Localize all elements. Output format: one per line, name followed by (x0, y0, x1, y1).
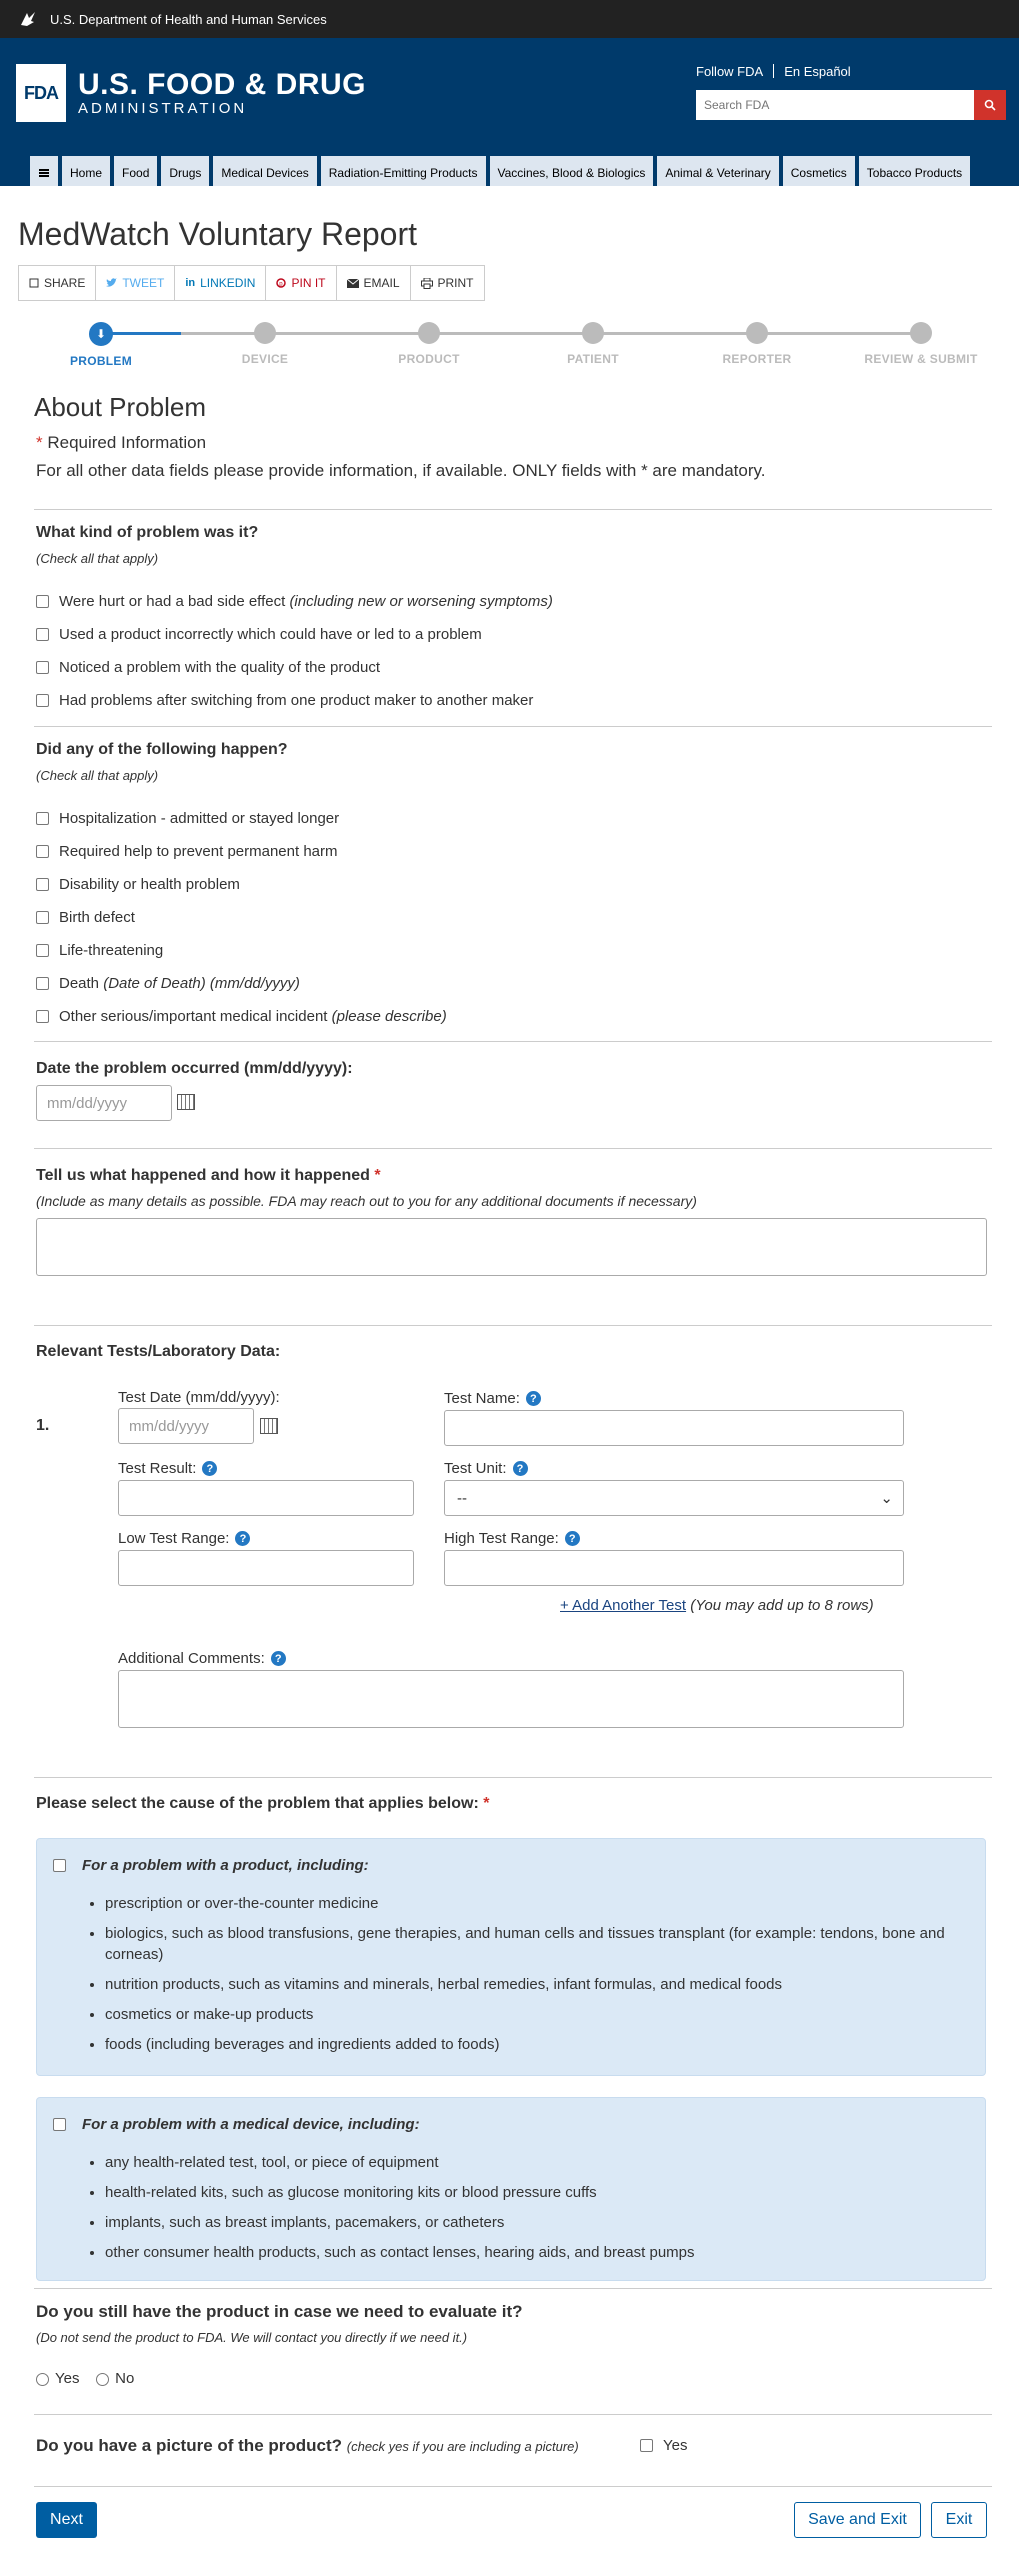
search-button[interactable] (974, 90, 1006, 120)
divider (34, 2288, 992, 2289)
chevron-down-icon: ⌄ (880, 1490, 893, 1507)
device-cause-title-text: For a problem with a medical device, including: (82, 2116, 420, 2133)
linkedin-button[interactable] (175, 266, 266, 300)
add-another-test-link[interactable]: + Add Another Test (560, 1597, 687, 1614)
happened-hint: (Check all that apply) (36, 768, 159, 783)
exit-button[interactable]: Exit (931, 2502, 987, 2538)
step-label: REPORTER (722, 352, 792, 366)
test-date-label (118, 1389, 280, 1406)
main-nav (30, 156, 970, 186)
low-range-text: Low Test Range: (118, 1530, 230, 1547)
checkbox-label: Required help to prevent permanent harm (59, 843, 338, 860)
add-test-note: (You may add up to 8 rows) (690, 1597, 874, 1614)
checkbox-note: (please describe) (331, 1008, 447, 1025)
print-label: PRINT (437, 276, 474, 290)
help-icon[interactable]: ? (235, 1531, 250, 1546)
save-exit-button[interactable]: Save and Exit (794, 2502, 921, 2538)
picture-question-text: Do you have a picture of the product? (36, 2436, 343, 2455)
cause-question-text: Please select the cause of the problem that applies below: (36, 1795, 479, 1812)
device-cause-list (105, 2152, 965, 2272)
radio-button[interactable] (96, 2373, 109, 2386)
still-have-question: Do you still have the product in case we need to evaluate it? (36, 2302, 523, 2321)
step-label: PROBLEM (69, 354, 133, 368)
checkbox-label: Hospitalization - admitted or stayed longer (59, 810, 340, 827)
share-label: SHARE (44, 276, 86, 290)
linkedin-label: LINKEDIN (200, 276, 256, 290)
checkbox[interactable] (36, 595, 49, 608)
header-links (696, 64, 851, 79)
step-review[interactable] (861, 318, 981, 366)
step-dot (418, 322, 440, 344)
product-cause-list (105, 1893, 965, 2064)
comments-label (118, 1650, 286, 1667)
checkbox-label: Disability or health problem (59, 876, 240, 893)
step-dot (582, 322, 604, 344)
pin-label: PIN IT (291, 276, 326, 290)
step-dot (746, 322, 768, 344)
add-test-row (560, 1597, 874, 1614)
checkbox-label: Other serious/important medical incident (59, 1008, 328, 1025)
nav-radiation[interactable]: Radiation-Emitting Products (321, 156, 486, 186)
required-star: * (374, 1167, 381, 1184)
product-cause-box[interactable] (36, 1838, 986, 2076)
radio-label: Yes (55, 2370, 80, 2387)
checkbox[interactable] (36, 944, 49, 957)
comments-text: Additional Comments: (118, 1650, 265, 1667)
test-unit-label (444, 1460, 528, 1477)
required-star: * (36, 433, 48, 452)
still-have-radios (36, 2370, 134, 2387)
search-bar (696, 90, 1006, 120)
still-have-hint: (Do not send the product to FDA. We will contact you directly if we need it.) (36, 2330, 468, 2345)
step-label: DEVICE (241, 352, 289, 366)
tests-heading: Relevant Tests/Laboratory Data: (36, 1343, 281, 1360)
checkbox[interactable] (36, 694, 49, 707)
test-date-input[interactable]: mm/dd/yyyy (118, 1408, 254, 1444)
list-item: • biologics, such as blood transfusions, gene therapies, and human cells and tissues transplant (for example: tendons, bone and corneas) (105, 1923, 965, 1965)
fda-logo-text: FDA (24, 82, 58, 103)
required-info-label: Required Information (47, 433, 207, 452)
checkbox-note: (including new or worsening symptoms) (289, 593, 553, 610)
nav-home[interactable]: Home (62, 156, 110, 186)
hhs-label[interactable]: U.S. Department of Health and Human Services (50, 11, 327, 27)
test-name-input[interactable] (444, 1410, 904, 1446)
print-button[interactable] (411, 266, 484, 300)
checkbox[interactable] (36, 812, 49, 825)
divider (34, 2486, 992, 2487)
share-icon (29, 278, 39, 288)
checkbox-other-incident[interactable] (36, 1008, 447, 1025)
nav-food[interactable]: Food (114, 156, 157, 186)
test-result-input[interactable] (118, 1480, 414, 1516)
svg-text:p: p (279, 281, 284, 288)
date-occurred-label: Date the problem occurred (mm/dd/yyyy): (36, 1060, 353, 1077)
divider (773, 64, 774, 78)
next-button[interactable]: Next (36, 2502, 97, 2538)
checkbox-label: Had problems after switching from one product maker to another maker (59, 692, 534, 709)
progress-steps (0, 318, 1019, 368)
help-icon[interactable]: ? (513, 1461, 528, 1476)
picture-hint: (check yes if you are including a picture) (346, 2439, 579, 2454)
email-icon (347, 279, 359, 288)
tweet-label: TWEET (122, 276, 165, 290)
device-cause-title (53, 2116, 420, 2133)
step-label: REVIEW & SUBMIT (864, 352, 978, 366)
checkbox[interactable] (36, 878, 49, 891)
divider (34, 1148, 992, 1149)
list-item: • other consumer health products, such as contact lenses, hearing aids, and breast pumps (105, 2242, 965, 2263)
fda-logo[interactable] (16, 64, 66, 122)
problem-kind-hint: (Check all that apply) (36, 551, 159, 566)
device-cause-box[interactable] (36, 2097, 986, 2281)
list-item: • any health-related test, tool, or piece of equipment (105, 2152, 965, 2173)
hhs-eagle-icon (16, 7, 40, 31)
pinterest-icon (276, 278, 286, 288)
high-range-label (444, 1530, 580, 1547)
test-unit-text: Test Unit: (444, 1460, 507, 1477)
comments-textarea[interactable] (118, 1670, 904, 1728)
radio-no[interactable] (96, 2370, 134, 2387)
divider (34, 726, 992, 727)
help-icon[interactable]: ? (271, 1651, 286, 1666)
what-happened-textarea[interactable] (36, 1218, 987, 1276)
required-note: For all other data fields please provide information, if available. ONLY fields with * are mandatory. (36, 461, 766, 480)
checkbox[interactable] (36, 628, 49, 641)
checkbox-switching[interactable] (36, 692, 533, 709)
product-cause-title-text: For a problem with a product, including: (82, 1857, 369, 1874)
nav-cosmetics[interactable]: Cosmetics (783, 156, 855, 186)
print-icon (421, 278, 433, 289)
checkbox[interactable] (36, 911, 49, 924)
search-input[interactable] (696, 90, 974, 120)
checkbox-label: Noticed a problem with the quality of the product (59, 659, 381, 676)
email-button[interactable] (337, 266, 411, 300)
checkbox[interactable] (36, 661, 49, 674)
site-header (0, 38, 1019, 186)
nav-vaccines[interactable]: Vaccines, Blood & Biologics (490, 156, 654, 186)
test-row-number: 1. (36, 1417, 50, 1434)
help-icon[interactable]: ? (202, 1461, 217, 1476)
step-reporter[interactable] (697, 318, 817, 366)
checkbox-label: Yes (663, 2437, 688, 2454)
calendar-icon[interactable] (177, 1094, 195, 1110)
checkbox-death[interactable] (36, 975, 300, 992)
checkbox[interactable] (640, 2439, 653, 2452)
test-unit-select[interactable] (444, 1480, 904, 1516)
required-star: * (483, 1795, 490, 1812)
list-item: • health-related kits, such as glucose monitoring kits or blood pressure cuffs (105, 2182, 965, 2203)
site-subtitle: ADMINISTRATION (78, 100, 248, 117)
espanol-link[interactable]: En Español (784, 64, 851, 79)
step-device[interactable] (205, 318, 325, 366)
help-icon[interactable]: ? (526, 1391, 541, 1406)
help-icon[interactable]: ? (565, 1531, 580, 1546)
radio-label: No (115, 2370, 135, 2387)
tell-us-label (36, 1167, 381, 1185)
checkbox[interactable] (36, 977, 49, 990)
picture-question (36, 2436, 579, 2456)
test-name-label (444, 1390, 541, 1407)
date-occurred-input[interactable]: mm/dd/yyyy (36, 1085, 172, 1121)
high-range-input[interactable] (444, 1550, 904, 1586)
nav-drugs[interactable]: Drugs (161, 156, 209, 186)
tweet-button[interactable] (96, 266, 175, 300)
site-title[interactable]: U.S. FOOD & DRUG (78, 68, 367, 101)
checkbox-note: (Date of Death) (mm/dd/yyyy) (103, 975, 300, 992)
step-dot (910, 322, 932, 344)
checkbox-permanent-harm[interactable] (36, 843, 338, 860)
list-item: • cosmetics or make-up products (105, 2004, 965, 2025)
follow-fda-link[interactable]: Follow FDA (696, 64, 764, 79)
radio-button[interactable] (36, 2373, 49, 2386)
checkbox[interactable] (36, 1010, 49, 1023)
divider (34, 509, 992, 510)
checkbox[interactable] (36, 845, 49, 858)
step-problem[interactable] (41, 318, 161, 368)
step-current-icon: ⬇ (89, 322, 113, 346)
email-label: EMAIL (363, 276, 400, 290)
happened-question: Did any of the following happen? (36, 741, 288, 758)
checkbox-life-threatening[interactable] (36, 942, 163, 959)
product-cause-checkbox[interactable] (53, 1859, 66, 1872)
list-item: • foods (including beverages and ingredients added to foods) (105, 2034, 965, 2055)
nav-animal[interactable]: Animal & Veterinary (657, 156, 778, 186)
hamburger-icon (39, 168, 49, 178)
product-cause-title (53, 1857, 369, 1874)
twitter-icon (106, 278, 117, 288)
share-bar (18, 265, 485, 301)
test-result-text: Test Result: (118, 1460, 197, 1477)
tell-us-hint: (Include as many details as possible. FDA may reach out to you for any additional documents if necessary) (36, 1193, 697, 1209)
search-icon (984, 99, 996, 111)
required-info (36, 433, 206, 453)
high-range-text: High Test Range: (444, 1530, 559, 1547)
step-label: PRODUCT (398, 352, 460, 366)
share-button[interactable] (19, 266, 96, 300)
test-unit-value: -- (457, 1489, 467, 1507)
checkbox-incorrect-use[interactable] (36, 626, 482, 643)
low-range-label (118, 1530, 250, 1547)
nav-medical-devices[interactable]: Medical Devices (213, 156, 316, 186)
step-label: PATIENT (567, 352, 619, 366)
step-product[interactable] (369, 318, 489, 366)
divider (34, 1777, 992, 1778)
checkbox-quality[interactable] (36, 659, 380, 676)
device-cause-checkbox[interactable] (53, 2118, 66, 2131)
step-patient[interactable] (533, 318, 653, 366)
low-range-input[interactable] (118, 1550, 414, 1586)
hhs-bar (0, 0, 1019, 38)
checkbox-label: Death (59, 975, 100, 992)
pinterest-button[interactable] (266, 266, 336, 300)
checkbox-label: Birth defect (59, 909, 135, 926)
checkbox-label: Were hurt or had a bad side effect (59, 593, 286, 610)
picture-yes-checkbox[interactable] (640, 2437, 687, 2454)
list-item: • implants, such as breast implants, pacemakers, or catheters (105, 2212, 965, 2233)
checkbox-hurt[interactable] (36, 593, 553, 610)
cause-question (36, 1795, 489, 1813)
checkbox-hospitalization[interactable] (36, 810, 339, 827)
nav-tobacco[interactable]: Tobacco Products (859, 156, 970, 186)
list-item: • prescription or over-the-counter medicine (105, 1893, 965, 1914)
checkbox-label: Life-threatening (59, 942, 164, 959)
test-date-text: Test Date (mm/dd/yyyy): (118, 1389, 280, 1406)
test-result-label (118, 1460, 217, 1477)
tell-us-text: Tell us what happened and how it happened (36, 1167, 370, 1184)
test-name-text: Test Name: (444, 1390, 520, 1407)
problem-kind-question: What kind of problem was it? (36, 524, 259, 541)
step-dot (254, 322, 276, 344)
calendar-icon[interactable] (260, 1418, 278, 1434)
divider (34, 1325, 992, 1326)
checkbox-disability[interactable] (36, 876, 240, 893)
checkbox-birth-defect[interactable] (36, 909, 135, 926)
radio-yes[interactable] (36, 2370, 79, 2387)
menu-button[interactable] (30, 156, 58, 186)
divider (34, 2414, 992, 2415)
page-title: MedWatch Voluntary Report (18, 216, 417, 252)
checkbox-label: Used a product incorrectly which could have or led to a problem (59, 626, 482, 643)
divider (34, 1041, 992, 1042)
list-item: • nutrition products, such as vitamins and minerals, herbal remedies, infant formulas, and medical foods (105, 1974, 965, 1995)
linkedin-icon: in (185, 277, 196, 289)
about-heading: About Problem (34, 392, 206, 422)
